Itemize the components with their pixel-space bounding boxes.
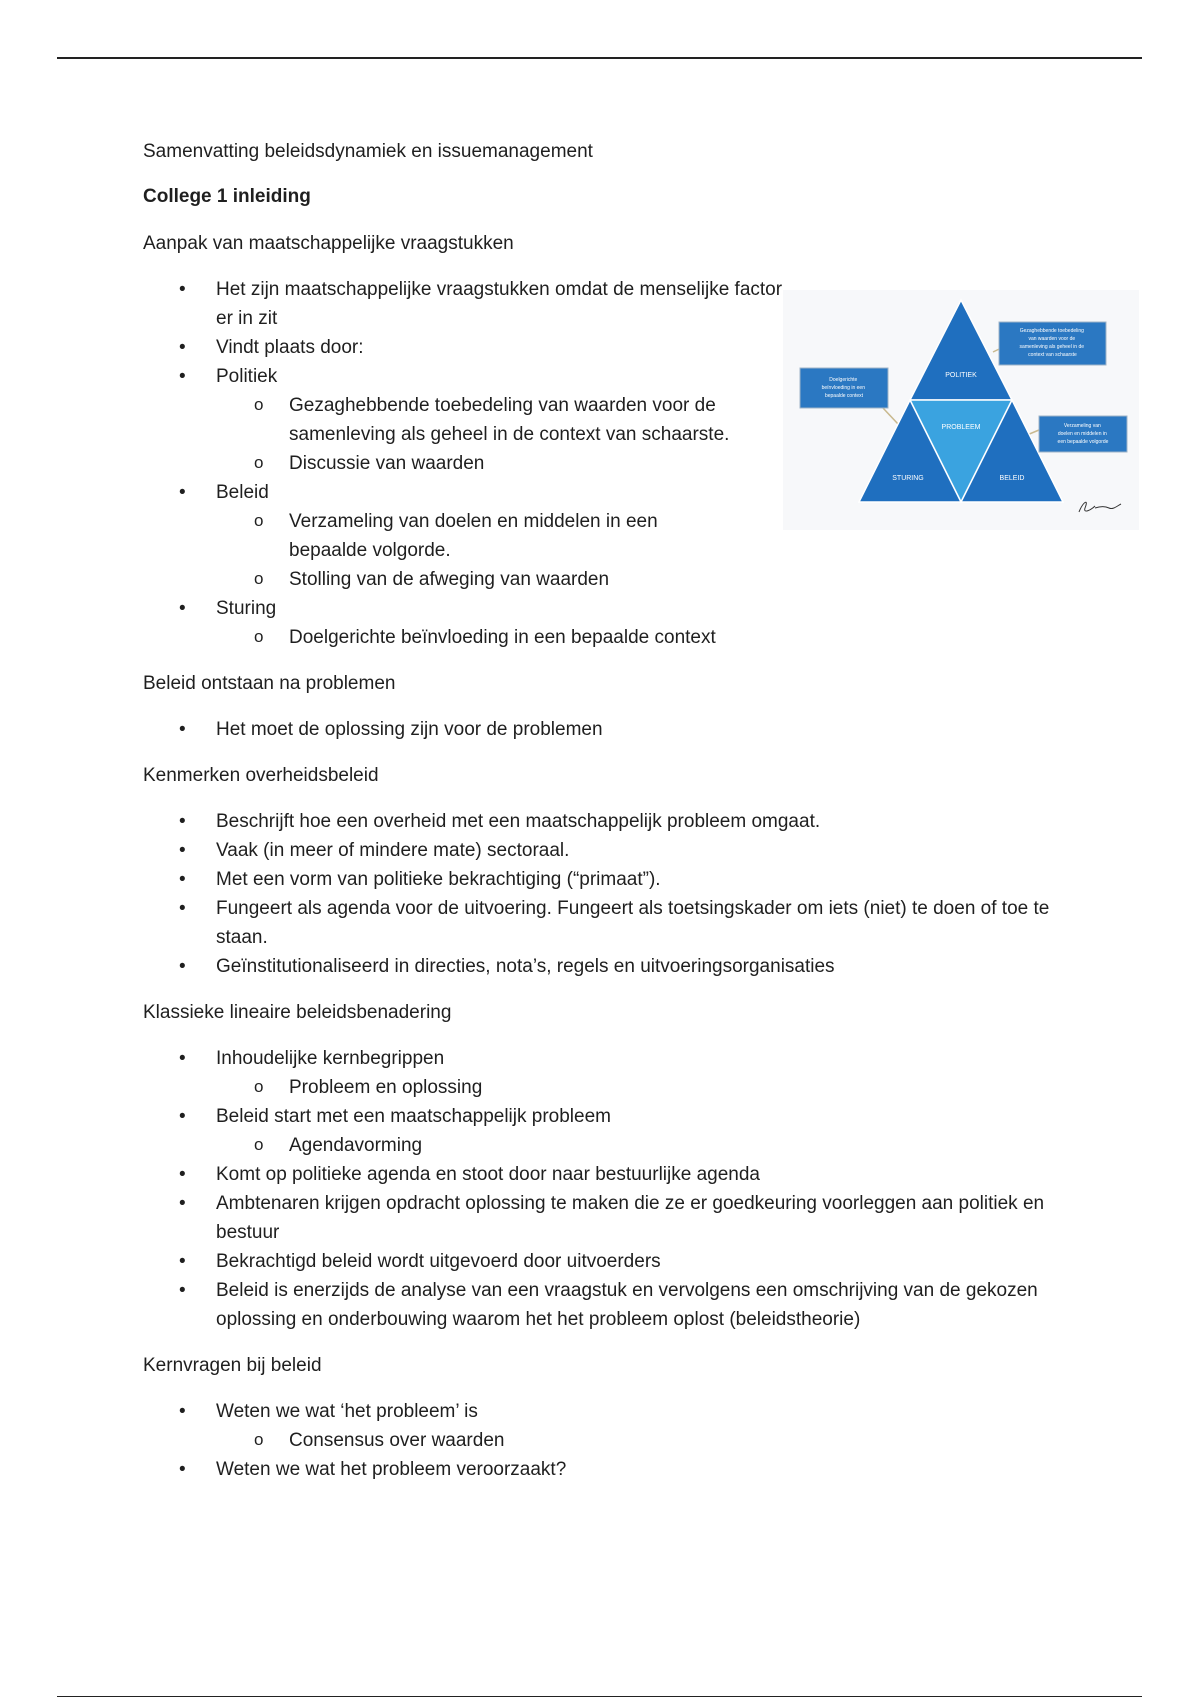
sub-list — [216, 1426, 1093, 1455]
label-probleem: PROBLEEM — [941, 424, 981, 431]
list-item-label: Politiek — [216, 366, 278, 387]
list-item-label: Sturing — [216, 598, 277, 619]
list-item: • Geïnstitutionaliseerd in directies, nota’s, regels en uitvoeringsorganisaties — [143, 952, 1093, 981]
bullet-list — [143, 275, 783, 652]
list-item: • Weten we wat het probleem veroorzaakt? — [143, 1455, 1093, 1484]
callout-line: bepaalde context — [824, 393, 864, 399]
list-item-label: Beleid — [216, 482, 269, 503]
bullet-list — [143, 1397, 1093, 1484]
callout-line: samenleving als geheel in de — [1019, 344, 1085, 350]
sub-list-item: o Gezaghebbende toebedeling van waarden voor de samenleving als geheel in de context van schaarste. — [216, 391, 783, 449]
callout-text-beleid — [1058, 423, 1109, 445]
document-title: Samenvatting beleidsdynamiek en issuemanagement — [143, 141, 593, 162]
list-item — [143, 1102, 1093, 1160]
sub-list — [216, 391, 783, 478]
list-item — [143, 1397, 1093, 1455]
list-item-label: Weten we wat ‘het probleem’ is — [216, 1401, 478, 1422]
header-rule — [57, 57, 1142, 59]
college-heading: College 1 inleiding — [143, 186, 311, 207]
list-item — [143, 594, 783, 652]
callout-line: Doelgerichte — [829, 377, 858, 383]
list-item: • Fungeert als agenda voor de uitvoering. Fungeert als toetsingskader om iets (niet) te doen of toe te staan. — [143, 894, 1093, 952]
sub-list-item: o Verzameling van doelen en middelen in een bepaalde volgorde. — [216, 507, 709, 565]
sub-list-item: o Doelgerichte beïnvloeding in een bepaalde context — [216, 623, 783, 652]
sub-list — [216, 1073, 1093, 1102]
list-item: • Met een vorm van politieke bekrachtiging (“primaat”). — [143, 865, 1093, 894]
sub-list-item: o Stolling van de afweging van waarden — [216, 565, 783, 594]
list-item — [143, 478, 783, 594]
list-item-label: Inhoudelijke kernbegrippen — [216, 1048, 445, 1069]
footer-rule — [57, 1696, 1142, 1697]
triangle-diagram-svg — [783, 290, 1139, 530]
list-item — [143, 362, 783, 478]
section-heading: Kenmerken overheidsbeleid — [143, 765, 379, 786]
list-item: • Ambtenaren krijgen opdracht oplossing te maken die ze er goedkeuring voorleggen aan politiek en bestuur — [143, 1189, 1093, 1247]
list-item: • Vaak (in meer of mindere mate) sectoraal. — [143, 836, 1093, 865]
bullet-list — [143, 1044, 1093, 1334]
label-sturing: STURING — [892, 475, 924, 482]
callout-line: context van schaarste — [1028, 352, 1077, 358]
callout-line: een bepaalde volgorde — [1057, 439, 1109, 445]
callout-line: doelen en middelen in — [1057, 431, 1107, 437]
callout-line: Gezaghebbende toebedeling — [1019, 328, 1084, 334]
sub-list-item: o Probleem en oplossing — [216, 1073, 1093, 1102]
sub-list-item: o Discussie van waarden — [216, 449, 783, 478]
bullet-list — [143, 715, 1093, 744]
list-item-label: Beleid start met een maatschappelijk probleem — [216, 1106, 611, 1127]
section-heading: Kernvragen bij beleid — [143, 1355, 322, 1376]
label-beleid: BELEID — [999, 475, 1025, 482]
list-item: • Het moet de oplossing zijn voor de problemen — [143, 715, 1093, 744]
list-item: • Beleid is enerzijds de analyse van een vraagstuk en vervolgens een omschrijving van de gekozen oplossing en onderbouwing waarom het het probleem oplost (beleidstheorie) — [143, 1276, 1093, 1334]
callout-line: beïnvloeding in een — [821, 385, 865, 391]
list-item: • Het zijn maatschappelijke vraagstukken omdat de menselijke factor er in zit — [143, 275, 783, 333]
bullet-list — [143, 807, 1093, 981]
sub-list-item: o Agendavorming — [216, 1131, 1093, 1160]
section-heading: Beleid ontstaan na problemen — [143, 673, 396, 694]
triangle-diagram — [783, 290, 1139, 530]
sub-list — [216, 623, 783, 652]
list-item — [143, 1044, 1093, 1102]
callout-line: Verzameling van — [1063, 423, 1101, 429]
list-item: • Bekrachtigd beleid wordt uitgevoerd door uitvoerders — [143, 1247, 1093, 1276]
list-item: • Vindt plaats door: — [143, 333, 783, 362]
section-heading: Aanpak van maatschappelijke vraagstukken — [143, 233, 514, 254]
list-item: • Beschrijft hoe een overheid met een maatschappelijk probleem omgaat. — [143, 807, 1093, 836]
sub-list — [216, 507, 783, 594]
list-item: • Komt op politieke agenda en stoot door naar bestuurlijke agenda — [143, 1160, 1093, 1189]
label-politiek: POLITIEK — [945, 372, 977, 379]
sub-list-item: o Consensus over waarden — [216, 1426, 1093, 1455]
sub-list — [216, 1131, 1093, 1160]
section-heading: Klassieke lineaire beleidsbenadering — [143, 1002, 452, 1023]
callout-line: van waarden voor de — [1028, 336, 1076, 342]
